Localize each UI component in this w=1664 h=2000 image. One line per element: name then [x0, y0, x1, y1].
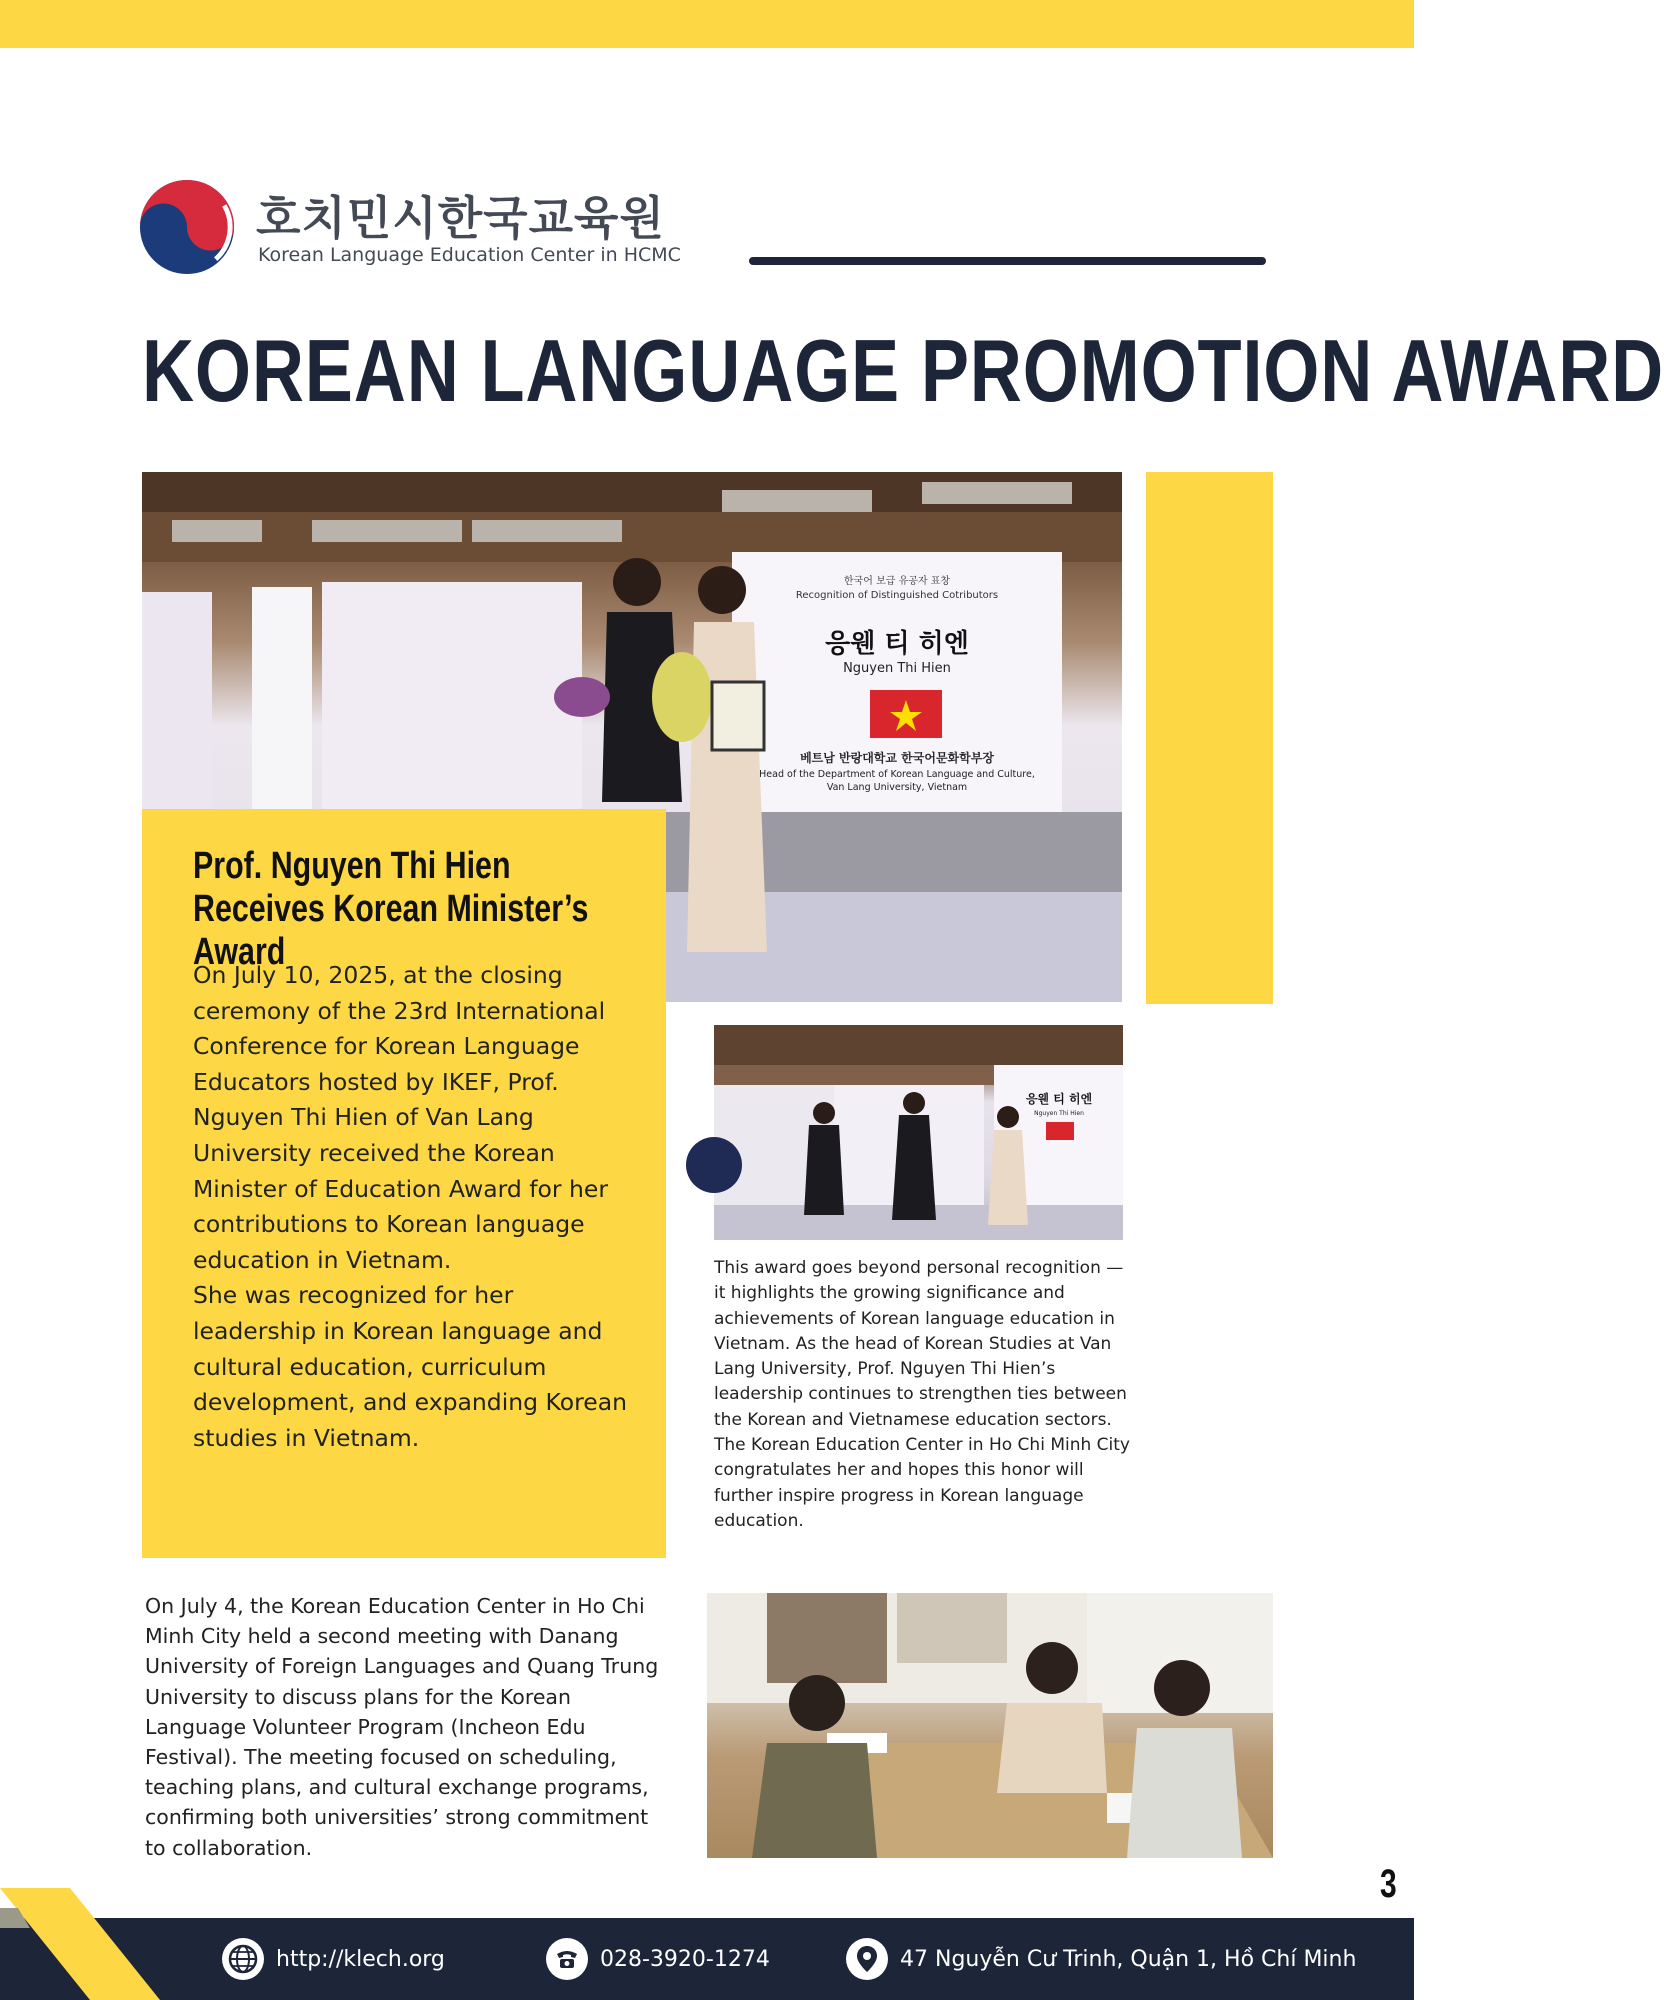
header-divider [749, 257, 1266, 265]
footer-website-text[interactable]: http://klech.org [276, 1946, 445, 1972]
award-handover-photo [714, 1025, 1123, 1240]
small-screen-name-en: Nguyen Thi Hien [1034, 1110, 1084, 1117]
taegeuk-logo-icon [138, 178, 236, 276]
footer-phone[interactable] [546, 1936, 770, 1982]
screen-title-en: Recognition of Distinguished Cotributors [795, 590, 999, 601]
footer-address[interactable] [846, 1936, 1356, 1982]
location-pin-icon [846, 1938, 888, 1980]
screen-role-en-1: Head of the Department of Korean Language and Culture, [759, 769, 1035, 780]
meeting-photo [707, 1593, 1273, 1858]
screen-name-en: Nguyen Thi Hien [843, 661, 951, 676]
small-screen-name-ko: 응웬 티 히엔 [1025, 1092, 1093, 1106]
footer-website[interactable] [222, 1936, 445, 1982]
top-accent-bar [0, 0, 1414, 48]
page-title: KOREAN LANGUAGE PROMOTION AWARD [142, 321, 1664, 420]
footer-phone-text[interactable]: 028-3920-1274 [600, 1946, 770, 1972]
screen-title-ko: 한국어 보급 유공자 표창 [843, 576, 951, 587]
side-accent-panel [1146, 472, 1273, 1004]
footer-address-text[interactable]: 47 Nguyễn Cư Trinh, Quận 1, Hồ Chí Minh [900, 1946, 1357, 1972]
globe-icon [222, 1938, 264, 1980]
screen-name-ko: 응웬 티 히엔 [825, 629, 969, 659]
phone-icon [546, 1938, 588, 1980]
org-name-korean: 호치민시한국교육원 [256, 191, 665, 245]
footer-decoration [0, 1888, 170, 2000]
screen-role-ko: 베트남 반랑대학교 한국어문화학부장 [800, 751, 994, 765]
org-name-english: Korean Language Education Center in HCMC [258, 244, 681, 266]
page-number: 3 [1380, 1862, 1397, 1906]
screen-role-en-2: Van Lang University, Vietnam [826, 782, 968, 793]
feature-paragraph-2: She was recognized for her leadership in Korean language and cultural education, curriculum development, and expanding Korean studies in Vietnam. [193, 1281, 628, 1452]
feature-headline: Prof. Nguyen Thi Hien Receives Korean Minister’s Award [193, 845, 589, 973]
feature-paragraph-1: On July 10, 2025, at the closing ceremony of the 23rd International Conference for Korean Language Educators hosted by IKEF, Prof. Nguyen Thi Hien of Van Lang University received the Korean Minister of Education Award for her contributions to Korean language education in Vietnam. [193, 961, 609, 1274]
feature-body [193, 958, 633, 1456]
meeting-article-text: On July 4, the Korean Education Center in Ho Chi Minh City held a second meeting with Danang University of Foreign Languages and Quang Trung University to discuss plans for the Korean Language Volunteer Program (Incheon Edu Festival). The meeting focused on scheduling, teaching plans, and cultural exchange programs, confirming both universities’ strong commitment to collaboration. [145, 1594, 659, 1860]
side-article-text: This award goes beyond personal recognition — it highlights the growing significance and achievements of Korean language education in Vietnam. As the head of Korean Studies at Van Lang University, Prof. Nguyen Thi Hien’s leadership continues to strengthen ties between the Korean and Vietnamese education sectors. The Korean Education Center in Ho Chi Minh City congratulates her and hopes this honor will further inspire progress in Korean language education. [714, 1258, 1130, 1531]
